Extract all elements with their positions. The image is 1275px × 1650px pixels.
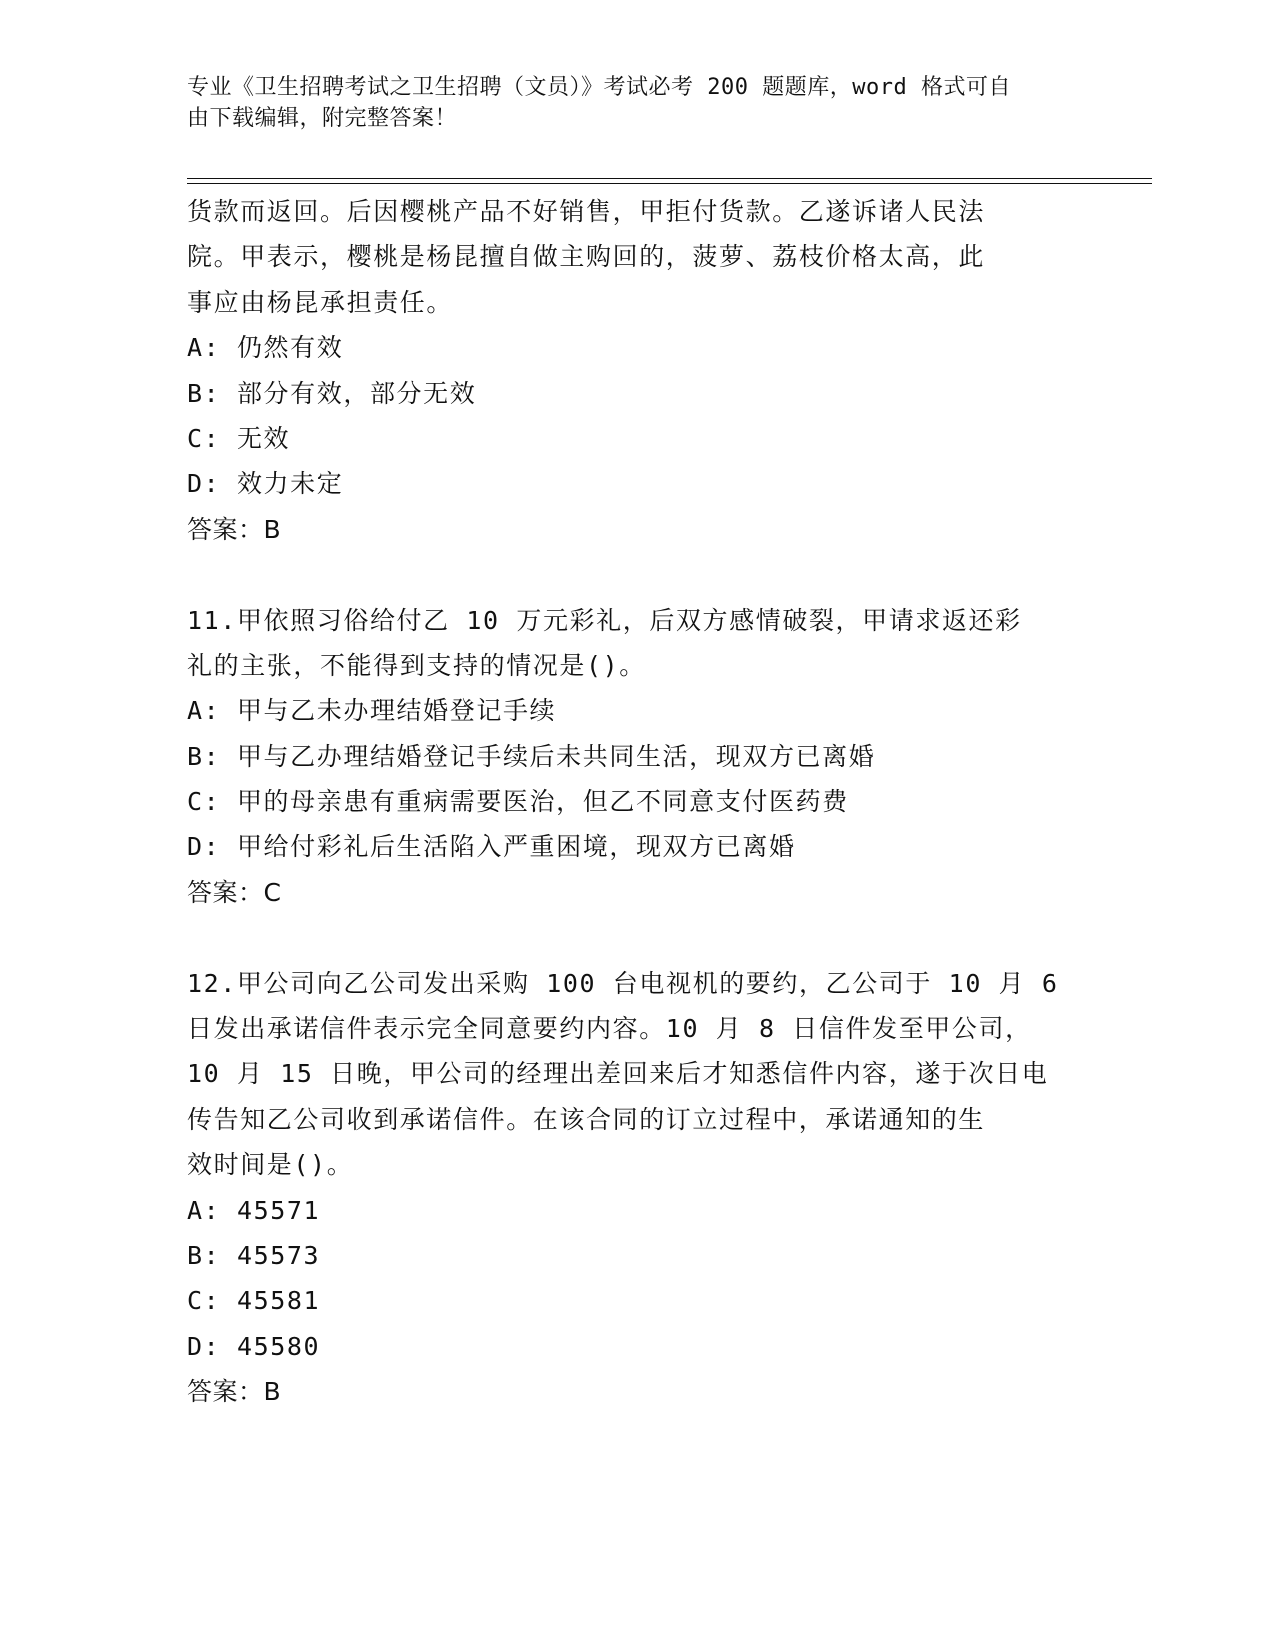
question-10 (187, 189, 1087, 552)
question-stem-line: 传告知乙公司收到承诺信件。在该合同的订立过程中，承诺通知的生 (187, 1104, 986, 1134)
question-stem-line: 院。甲表示，樱桃是杨昆擅自做主购回的，菠萝、荔枝价格太高，此 (187, 242, 986, 272)
question-stem-line: 事应由杨昆承担责任。 (187, 287, 454, 317)
spacer (187, 552, 1087, 597)
question-11 (187, 598, 1087, 916)
question-stem-line: 效时间是()。 (187, 1150, 354, 1180)
option-a: A: 仍然有效 (187, 333, 344, 363)
header-divider-top (187, 178, 1152, 179)
question-stem-line: 11.甲依照习俗给付乙 10 万元彩礼，后双方感情破裂，甲请求返还彩 (187, 605, 1022, 635)
option-a: A: 甲与乙未办理结婚登记手续 (187, 696, 557, 726)
document-header (187, 72, 1067, 134)
header-divider-bottom (187, 183, 1152, 184)
option-b: B: 45573 (187, 1240, 321, 1270)
document-body (187, 189, 1087, 1415)
option-b: B: 部分有效，部分无效 (187, 378, 477, 408)
question-stem-line: 日发出承诺信件表示完全同意要约内容。10 月 8 日信件发至甲公司， (187, 1014, 1032, 1044)
option-d: D: 甲给付彩礼后生活陷入严重困境，现双方已离婚 (187, 832, 796, 862)
option-c: C: 甲的母亲患有重病需要医治，但乙不同意支付医药费 (187, 787, 849, 817)
header-line-1: 专业《卫生招聘考试之卫生招聘（文员）》考试必考 200 题题库，word 格式可自 (187, 75, 1011, 100)
question-stem-line: 12.甲公司向乙公司发出采购 100 台电视机的要约，乙公司于 10 月 6 (187, 968, 1059, 998)
header-line-2: 由下载编辑，附完整答案！ (187, 106, 458, 131)
question-12 (187, 961, 1087, 1415)
question-stem-line: 礼的主张，不能得到支持的情况是()。 (187, 650, 646, 680)
answer-line: 答案：B (187, 514, 282, 544)
spacer (187, 915, 1087, 960)
question-stem-line: 10 月 15 日晚，甲公司的经理出差回来后才知悉信件内容，遂于次日电 (187, 1059, 1049, 1089)
option-c: C: 45581 (187, 1286, 321, 1316)
option-a: A: 45571 (187, 1195, 321, 1225)
option-d: D: 效力未定 (187, 469, 344, 499)
option-c: C: 无效 (187, 423, 291, 453)
answer-line: 答案：B (187, 1377, 282, 1407)
answer-line: 答案：C (187, 877, 282, 907)
option-d: D: 45580 (187, 1331, 321, 1361)
option-b: B: 甲与乙办理结婚登记手续后未共同生活，现双方已离婚 (187, 741, 876, 771)
question-stem-line: 货款而返回。后因樱桃产品不好销售，甲拒付货款。乙遂诉诸人民法 (187, 197, 986, 226)
